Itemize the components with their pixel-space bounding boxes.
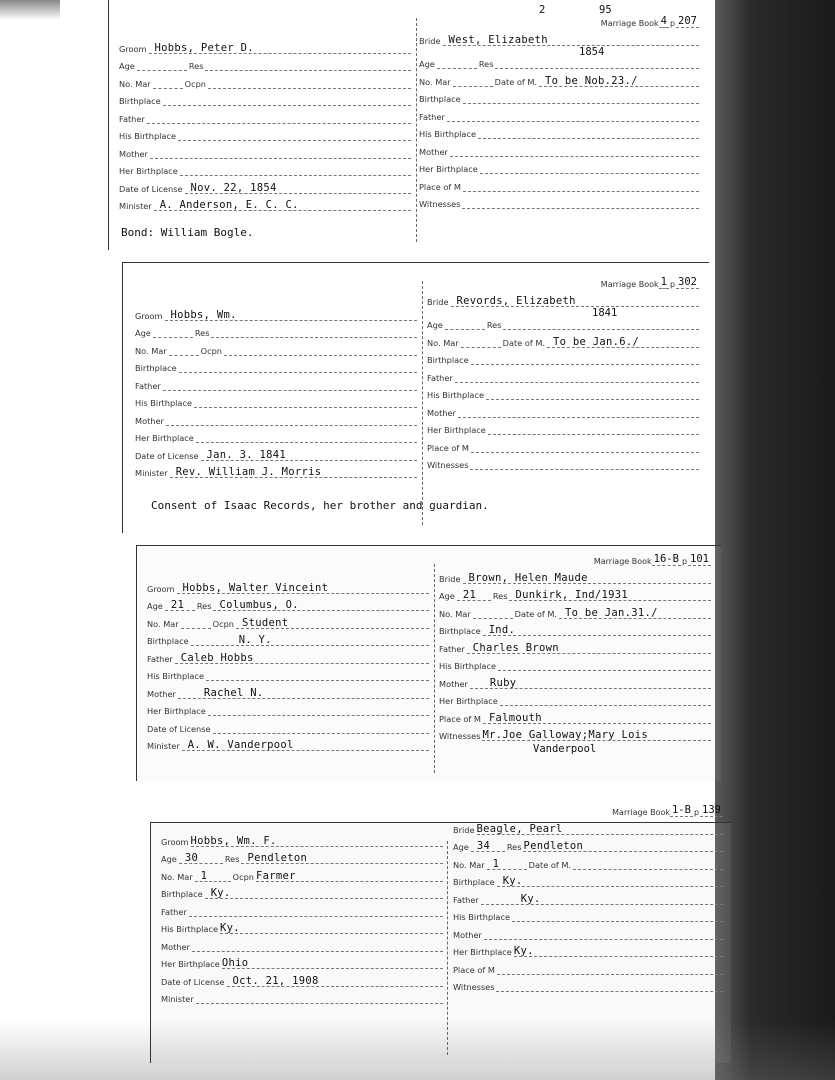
no-mar-field: No. Mar Ocpn Student <box>147 611 429 629</box>
no-mar-field: No. Mar 1 Date of M. <box>453 852 723 870</box>
date-of-license-field: Date of License Jan. 3. 1841 <box>135 443 417 461</box>
witnesses-field: Witnesses <box>427 453 699 471</box>
his-birthplace-field: His Birthplace <box>427 383 699 401</box>
groom-column <box>161 829 443 1004</box>
birthplace-field: Birthplace Ky. <box>161 882 443 900</box>
bride-name: Beagle, Pearl <box>476 822 563 835</box>
bride-column <box>419 4 699 209</box>
witnesses-field: Witnesses Mr.Joe Galloway;Mary Lois <box>439 724 711 742</box>
birthplace-field: Birthplace <box>135 356 417 374</box>
bride-field: Bride Revords, Elizabeth <box>427 289 699 307</box>
marriage-book-ref: Marriage Book 16-B p 101 <box>593 553 709 566</box>
groom-column <box>147 576 429 751</box>
her-birthplace-field: Her Birthplace <box>427 418 699 436</box>
marriage-record-card <box>150 804 731 1063</box>
mother-field: Mother <box>427 400 699 418</box>
her-birthplace-field: Her Birthplace <box>119 159 411 177</box>
marriage-book-ref: Marriage Book 1 p 302 <box>600 276 697 289</box>
mother-field: Mother <box>453 922 723 940</box>
age-field: Age Res <box>135 321 417 339</box>
her-birthplace-field: Her Birthplace <box>439 689 711 707</box>
bride-name: Revords, Elizabeth <box>456 294 576 307</box>
his-birthplace-field: His Birthplace <box>147 664 429 682</box>
bride-column <box>453 799 723 992</box>
birthplace-field: Birthplace Ind. <box>439 619 711 637</box>
place-of-m-field: Place of M Falmouth <box>439 706 711 724</box>
scan-edge-right <box>715 0 835 1080</box>
her-birthplace-field: Her Birthplace Ohio <box>161 952 443 970</box>
age-field: Age Res <box>427 313 699 331</box>
father-field: Father <box>135 373 417 391</box>
bride-column <box>439 548 711 755</box>
card-divider <box>447 841 448 1055</box>
birthplace-field: Birthplace <box>427 348 699 366</box>
minister-field: Minister A. Anderson, E. C. C. <box>119 194 411 212</box>
bride-name: West, Elizabeth <box>448 33 548 46</box>
father-field: Father <box>119 106 411 124</box>
groom-name: Hobbs, Wm. <box>170 308 237 321</box>
age-field: Age 21 Res Columbus, O. <box>147 594 429 612</box>
his-birthplace-field: His Birthplace <box>453 905 723 923</box>
no-mar-field: No. Mar 1 Ocpn Farmer <box>161 864 443 882</box>
birthplace-field: Birthplace N. Y. <box>147 629 429 647</box>
date-of-license-field: Date of License <box>147 716 429 734</box>
bride-year-note: 1841 <box>592 306 618 319</box>
father-field: Father <box>427 365 699 383</box>
mother-field: Mother <box>419 139 699 157</box>
father-field: Father <box>161 899 443 917</box>
marriage-record-card <box>108 0 709 250</box>
date-of-license-field: Date of License Nov. 22, 1854 <box>119 176 411 194</box>
bride-field: Bride Beagle, Pearl <box>453 817 723 835</box>
place-of-m-field: Place of M <box>427 435 699 453</box>
minister-field: Minister Rev. William J. Morris <box>135 461 417 479</box>
father-field: Father Ky. <box>453 887 723 905</box>
father-field: Father Caleb Hobbs <box>147 646 429 664</box>
witnesses-field: Witnesses <box>453 975 723 993</box>
his-birthplace-field: His Birthplace Ky. <box>161 917 443 935</box>
scan-edge-top-left <box>0 0 60 20</box>
marriage-book-ref: Marriage Book 1-B p 139 <box>612 804 721 817</box>
card-divider <box>422 281 423 525</box>
date-of-license-field: Date of License Oct. 21, 1908 <box>161 969 443 987</box>
age-field: Age 34 Res Pendleton <box>453 835 723 853</box>
groom-name: Hobbs, Peter D. <box>154 41 254 54</box>
groom-column <box>119 36 411 211</box>
her-birthplace-field: Her Birthplace <box>135 426 417 444</box>
birthplace-field: Birthplace <box>119 89 411 107</box>
father-field: Father <box>419 104 699 122</box>
birthplace-field: Birthplace <box>419 87 699 105</box>
bride-column <box>427 271 699 470</box>
her-birthplace-field: Her Birthplace <box>419 157 699 175</box>
groom-field: Groom Hobbs, Peter D. <box>119 36 411 54</box>
his-birthplace-field: His Birthplace <box>135 391 417 409</box>
place-of-m-field: Place of M <box>419 174 699 192</box>
no-mar-field: No. Mar Ocpn <box>135 338 417 356</box>
witnesses-field: Witnesses <box>419 192 699 210</box>
age-field: Age 21 Res Dunkirk, Ind/1931 <box>439 584 711 602</box>
groom-field: Groom Hobbs, Walter Vinceint <box>147 576 429 594</box>
witnesses-continued: Vanderpool <box>533 743 597 755</box>
groom-field: Groom Hobbs, Wm. <box>135 303 417 321</box>
bride-field: Bride West, Elizabeth <box>419 28 699 46</box>
groom-name: Hobbs, Wm. F. <box>190 834 277 847</box>
marriage-record-card <box>136 545 721 781</box>
record-note: Consent of Isaac Records, her brother and guardian. <box>151 499 489 512</box>
his-birthplace-field: His Birthplace <box>419 122 699 140</box>
his-birthplace-field: His Birthplace <box>119 124 411 142</box>
bride-year-note: 1854 <box>579 45 605 58</box>
age-field: Age Res <box>419 52 699 70</box>
minister-field: Minister <box>161 987 443 1005</box>
page-number-alt: 95 <box>599 4 612 16</box>
place-of-m-field: Place of M <box>453 957 723 975</box>
record-note: Bond: William Bogle. <box>121 226 254 239</box>
minister-field: Minister A. W. Vanderpool <box>147 734 429 752</box>
her-birthplace-field: Her Birthplace Ky. <box>453 940 723 958</box>
mother-field: Mother <box>135 408 417 426</box>
mother-field: Mother <box>161 934 443 952</box>
her-birthplace-field: Her Birthplace <box>147 699 429 717</box>
age-field: Age Res <box>119 54 411 72</box>
mother-field: Mother <box>119 141 411 159</box>
his-birthplace-field: His Birthplace <box>439 654 711 672</box>
groom-name: Hobbs, Walter Vinceint <box>182 581 329 594</box>
no-mar-field: No. Mar Date of M. To be Jan.31./ <box>439 601 711 619</box>
no-mar-field: No. Mar Date of M. To be Jan.6./ <box>427 330 699 348</box>
no-mar-field: No. Mar Date of M. To be Nob.23./ <box>419 69 699 87</box>
no-mar-field: No. Mar Ocpn <box>119 71 411 89</box>
marriage-book-ref: 2 Marriage Book 4 p 207 <box>539 4 697 28</box>
age-field: Age 30 Res Pendleton <box>161 847 443 865</box>
groom-field: Groom Hobbs, Wm. F. <box>161 829 443 847</box>
card-divider <box>416 18 417 242</box>
marriage-record-card <box>122 262 709 533</box>
mother-field: Mother Rachel N. <box>147 681 429 699</box>
card-divider <box>434 564 435 773</box>
mother-field: Mother Ruby <box>439 671 711 689</box>
birthplace-field: Birthplace Ky. <box>453 870 723 888</box>
groom-column <box>135 303 417 478</box>
bride-field: Bride Brown, Helen Maude <box>439 566 711 584</box>
father-field: Father Charles Brown <box>439 636 711 654</box>
bride-name: Brown, Helen Maude <box>468 571 588 584</box>
